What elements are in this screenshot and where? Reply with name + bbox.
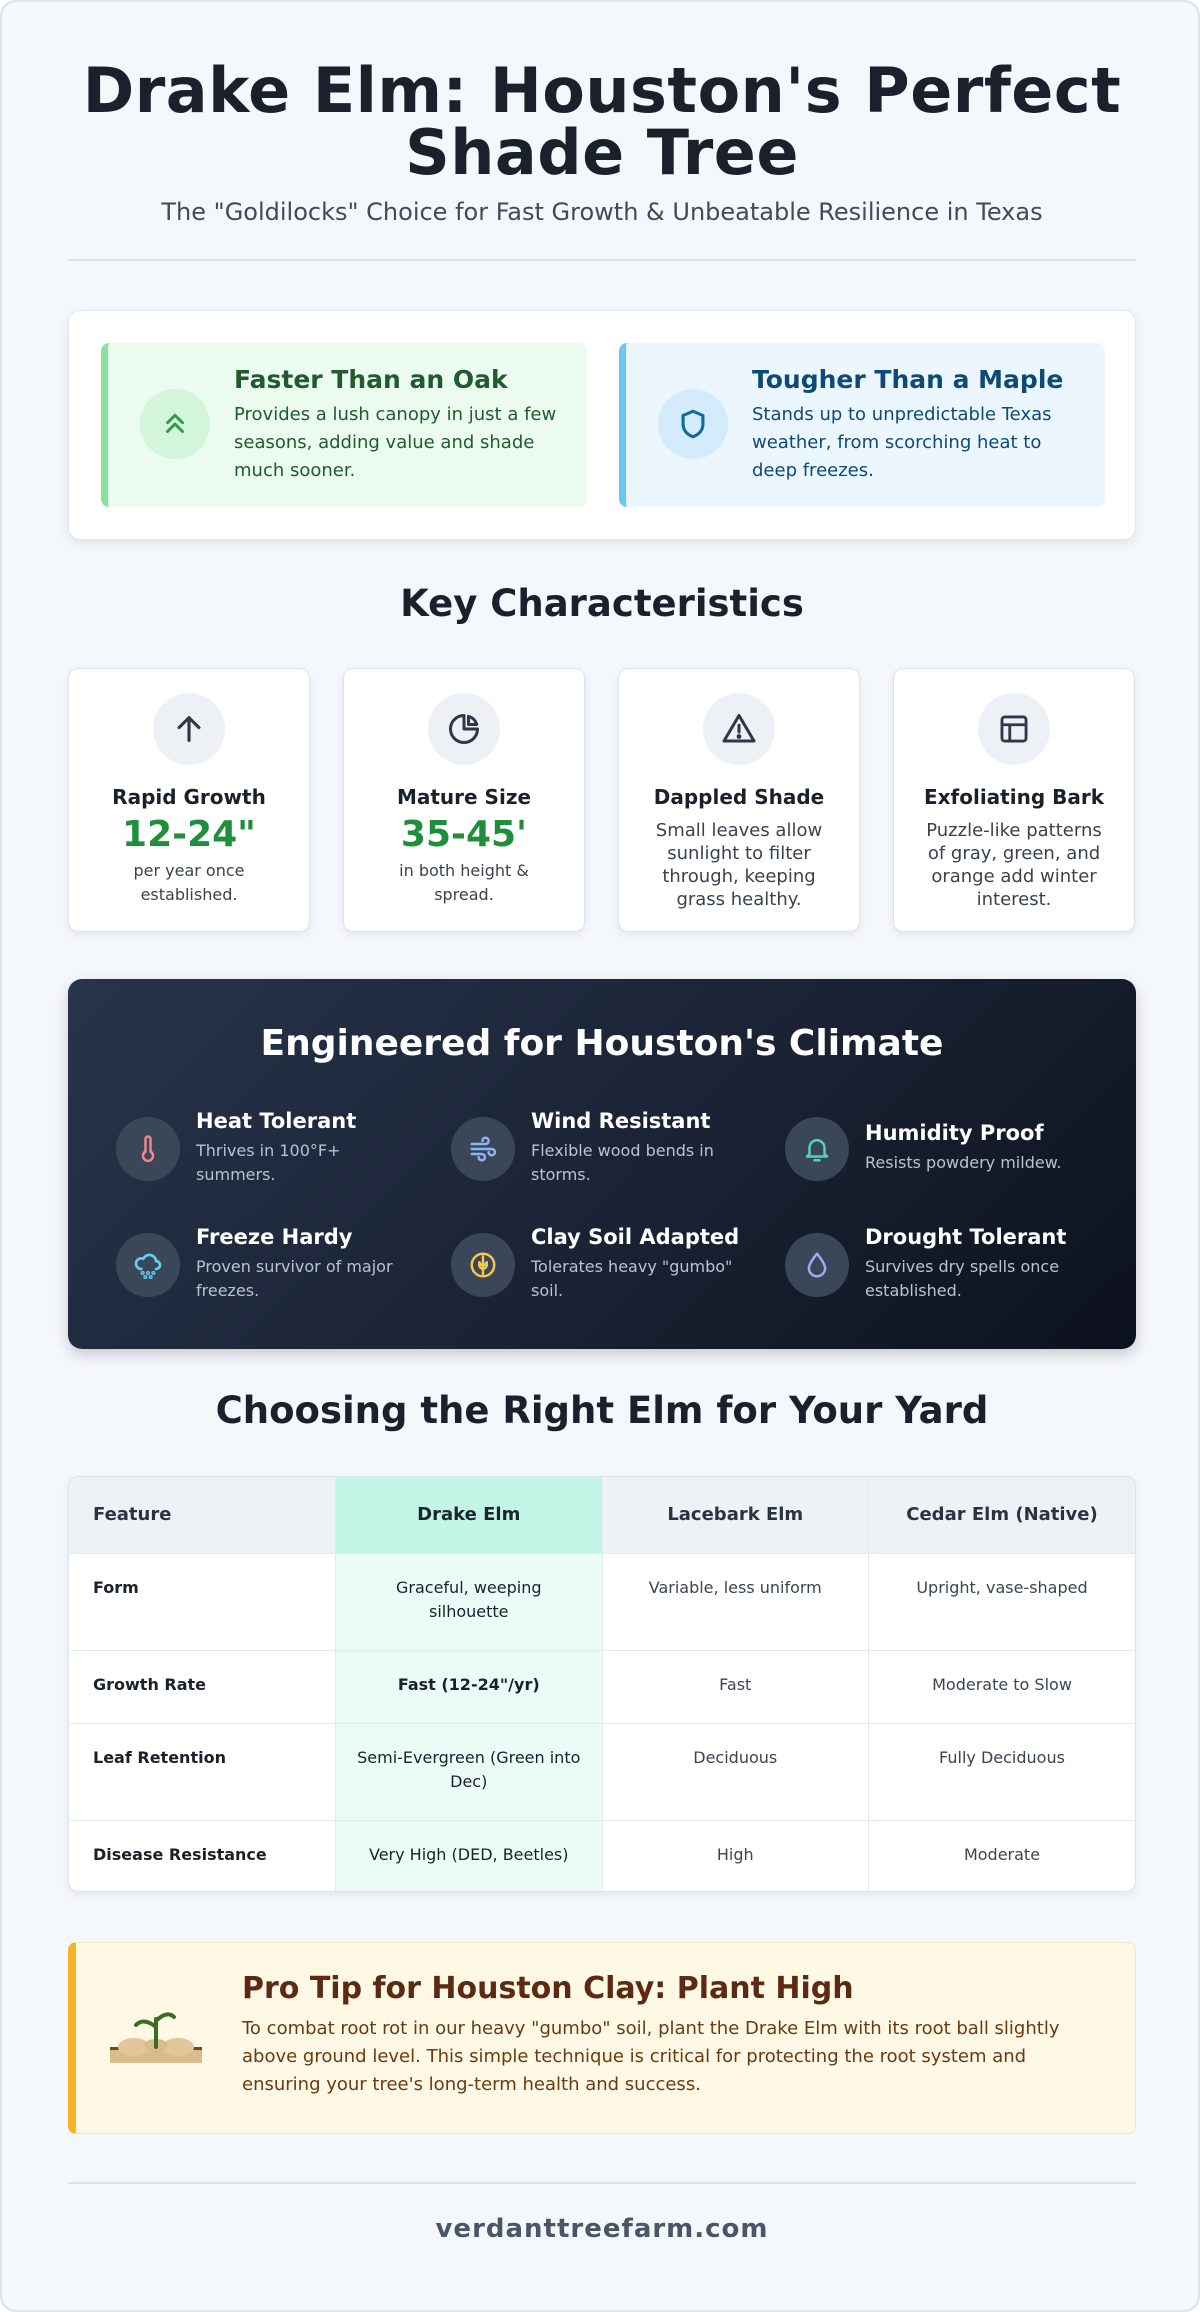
- char-description: Small leaves allow sunlight to filter through, keeping grass healthy.: [655, 820, 823, 910]
- char-title: Exfoliating Bark: [923, 785, 1105, 809]
- climate-item-title: Freeze Hardy: [196, 1225, 353, 1249]
- column-header: Feature: [69, 1477, 336, 1553]
- climate-item-text: Flexible wood bends in storms.: [531, 1141, 714, 1184]
- benefit-text: Provides a lush canopy in just a few seasons, adding value and shade much sooner.: [234, 404, 557, 481]
- seedling-mound-icon: [106, 2003, 206, 2069]
- table-row: [69, 1723, 1135, 1820]
- table-cell: Moderate: [963, 1844, 1041, 1864]
- table-cell: Moderate to Slow: [869, 1650, 1136, 1723]
- column-header: Cedar Elm (Native): [869, 1477, 1136, 1553]
- wind-icon: [451, 1117, 515, 1181]
- table-cell: Semi-Evergreen (Green into Dec): [336, 1723, 603, 1820]
- table-cell: Disease Resistance: [69, 1820, 336, 1892]
- double-chevron-up-icon: [140, 389, 210, 459]
- page-title: [68, 54, 1136, 189]
- table-cell: Deciduous: [602, 1723, 869, 1820]
- char-title: Dappled Shade: [653, 785, 825, 809]
- table-cell: Form: [69, 1553, 336, 1650]
- header-divider: [68, 259, 1136, 261]
- climate-item-clay-soil: [451, 1225, 751, 1305]
- table-cell: Fast: [602, 1650, 869, 1723]
- climate-panel: [68, 979, 1136, 1349]
- char-value: 12-24": [122, 814, 256, 855]
- char-card-dappled-shade: [618, 668, 860, 932]
- page-subtitle: The "Goldilocks" Choice for Fast Growth & Unbeatable Resilience in Texas: [161, 198, 1043, 226]
- footer-site-link[interactable]: verdanttreefarm.com: [435, 2214, 769, 2244]
- climate-item-title: Wind Resistant: [531, 1109, 711, 1133]
- tip-text: To combat root rot in our heavy "gumbo" soil, plant the Drake Elm with its root ball slightly above ground level. This simple technique is critical for protecting the root system and ensuring your tree's long-term health and success.: [242, 2018, 1060, 2095]
- table-cell: Fast (12-24"/yr): [336, 1650, 603, 1723]
- char-description: Puzzle-like patterns of gray, green, and orange add winter interest.: [926, 820, 1102, 910]
- climate-item-heat: [116, 1109, 416, 1189]
- page-title-line2: Shade Tree: [405, 116, 799, 189]
- benefit-title: Faster Than an Oak: [234, 365, 508, 394]
- climate-item-title: Drought Tolerant: [865, 1225, 1067, 1249]
- snow-cloud-icon: [116, 1233, 180, 1297]
- table-cell: Fully Deciduous: [869, 1723, 1136, 1820]
- section-title-characteristics: Key Characteristics: [400, 582, 804, 625]
- table-cell: High: [602, 1820, 869, 1892]
- thermometer-icon: [116, 1117, 180, 1181]
- pie-chart-icon: [428, 693, 500, 765]
- climate-item-title: Humidity Proof: [865, 1121, 1044, 1145]
- tip-title: Pro Tip for Houston Clay: Plant High: [242, 1971, 854, 2006]
- climate-item-text: Tolerates heavy "gumbo" soil.: [531, 1257, 733, 1300]
- table-row: [69, 1553, 1135, 1650]
- table-cell: Graceful, weeping silhouette: [336, 1553, 603, 1650]
- climate-item-title: Clay Soil Adapted: [531, 1225, 740, 1249]
- climate-title: Engineered for Houston's Climate: [260, 1023, 944, 1064]
- column-header: Lacebark Elm: [602, 1477, 869, 1553]
- footer-divider: [68, 2182, 1136, 2184]
- climate-item-humidity: [785, 1109, 1085, 1189]
- layout-panel-icon: [978, 693, 1050, 765]
- column-header: Drake Elm: [336, 1477, 603, 1553]
- section-title-comparison: Choosing the Right Elm for Your Yard: [215, 1389, 989, 1432]
- page-title-line1: Drake Elm: Houston's Perfect: [82, 54, 1122, 127]
- climate-item-text: Resists powdery mildew.: [865, 1153, 1062, 1172]
- benefit-faster-than-oak: [101, 343, 587, 507]
- climate-item-text: Thrives in 100°F+ summers.: [196, 1141, 341, 1184]
- benefit-title: Tougher Than a Maple: [752, 365, 1064, 394]
- table-cell: Leaf Retention: [69, 1723, 336, 1820]
- table-cell: Variable, less uniform: [602, 1553, 869, 1650]
- char-card-mature-size: [343, 668, 585, 932]
- climate-item-text: Proven survivor of major freezes.: [196, 1257, 393, 1300]
- pro-tip-callout: [68, 1942, 1136, 2134]
- climate-item-wind: [451, 1109, 751, 1189]
- char-note: per year once established.: [133, 861, 245, 904]
- char-note: in both height & spread.: [399, 861, 529, 904]
- table-cell: Very High (DED, Beetles): [336, 1820, 603, 1892]
- char-value: 35-45': [400, 814, 528, 855]
- climate-item-text: Survives dry spells once established.: [865, 1257, 1060, 1300]
- benefits-card: [68, 310, 1136, 540]
- droplet-icon: [785, 1233, 849, 1297]
- char-card-exfoliating-bark: [893, 668, 1135, 932]
- warning-triangle-icon: [703, 693, 775, 765]
- char-title: Rapid Growth: [112, 785, 266, 809]
- arrow-up-icon: [153, 693, 225, 765]
- char-title: Mature Size: [396, 785, 532, 809]
- table-cell: Upright, vase-shaped: [869, 1553, 1136, 1650]
- table-header-row: [69, 1477, 1135, 1553]
- climate-item-title: Heat Tolerant: [196, 1109, 357, 1133]
- table-cell: Growth Rate: [69, 1650, 336, 1723]
- table-row: [69, 1650, 1135, 1723]
- comparison-table: [68, 1476, 1136, 1892]
- bell-icon: [785, 1117, 849, 1181]
- table-row: [69, 1820, 1135, 1892]
- shovel-icon: [451, 1233, 515, 1297]
- climate-item-freeze: [116, 1225, 416, 1305]
- shield-icon: [658, 389, 728, 459]
- header: [68, 54, 1136, 226]
- char-card-rapid-growth: [68, 668, 310, 932]
- benefit-text: Stands up to unpredictable Texas weather, from scorching heat to deep freezes.: [752, 404, 1052, 481]
- benefit-tougher-than-maple: [619, 343, 1105, 507]
- climate-item-drought: [785, 1225, 1085, 1305]
